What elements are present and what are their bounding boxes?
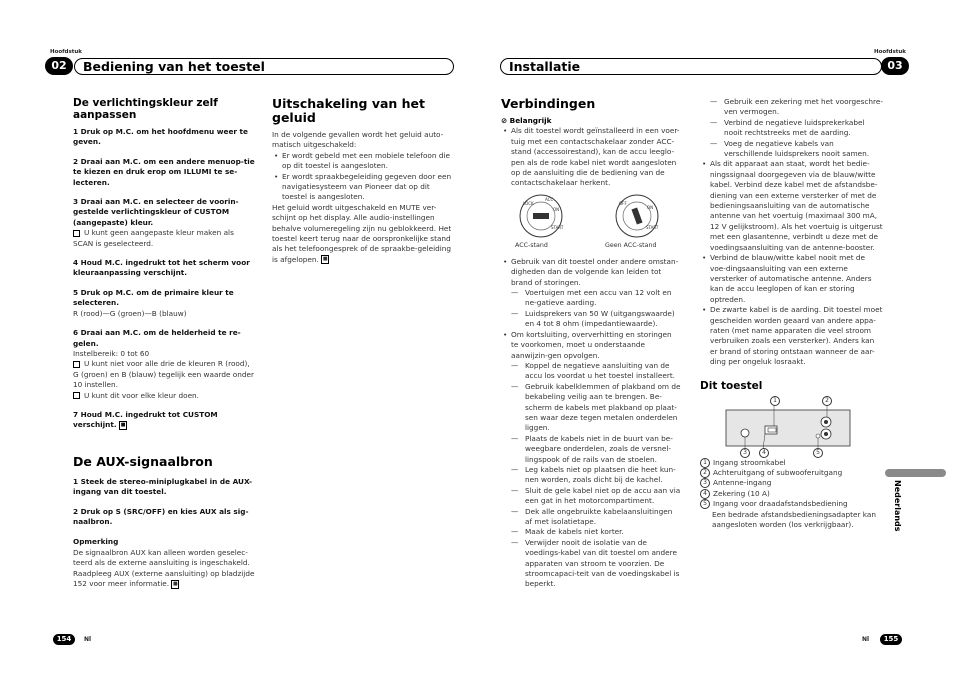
conn-bullet-4: • Als dit apparaat aan staat, wordt het bedie-ningssignaal doorgegeven via de blauw/witte kabel. Verbind deze kabel met de afstandsbe-diening van een externe versterker of met de bedieningsaansluiting van de automatische antenne van het voertuig (maximaal 300 mA, 12 V gelijkstroom). Als het voertuig is uitgerust met een glasantenne, verbindt u deze met de voedingsaansluiting van de antenne-booster. xyxy=(700,159,883,253)
callout-3: 3 xyxy=(740,448,750,458)
note-item xyxy=(73,228,255,249)
svg-text:ON: ON xyxy=(647,204,654,210)
side-tab-language: Nederlands xyxy=(893,480,902,532)
acc-label: ACC-stand xyxy=(515,241,548,249)
unit-rear-diagram xyxy=(700,396,883,458)
legend-item-1 xyxy=(700,458,883,468)
bullet-square-icon xyxy=(73,230,80,237)
legend-text: Ingang stroomkabel xyxy=(713,457,786,467)
note-item xyxy=(73,391,255,401)
chapter-number-left: 02 xyxy=(45,57,73,75)
aux-step-1: 1 Steek de stereo-miniplugkabel in de AUX-ingang van dit toestel. xyxy=(73,476,253,497)
range-text: Instelbereik: 0 tot 60 xyxy=(73,348,150,358)
note-item xyxy=(73,359,255,390)
side-tab-bar xyxy=(885,469,946,477)
mute-paragraph-text: Het geluid wordt uitgeschakeld en MUTE ver-schijnt op het display. Alle audio-instellingen behalve volumeregeling zijn nu geblokkeerd. Het toestel keert terug naar de oorspronkelijke stand als het telefoongesprek of de spraakbe-geleiding is afgelopen. xyxy=(272,202,452,264)
callout-5: 5 xyxy=(813,448,823,458)
conn-dash: — Voertuigen met een accu van 12 volt en ne-gatieve aarding. xyxy=(501,288,681,309)
end-mark-icon: ■ xyxy=(120,421,126,428)
chapter-title-right: Installatie xyxy=(509,59,581,74)
callout-1: 1 xyxy=(770,396,780,406)
legend-item-5-detail: Een bedrade afstandsbedieningsadapter kan aangesloten worden (los verkrijgbaar). xyxy=(712,509,876,529)
legend-number: 1 xyxy=(700,458,710,468)
remark-title: Opmerking xyxy=(73,537,119,547)
conn-bullet-5: • Verbind de blauw/witte kabel nooit met de voe-dingsaansluiting van een externe versterker of automatische antenne. Anders kan de accu leeglopen of kan er storing optreden. xyxy=(700,253,883,305)
conn-dash: — Plaats de kabels niet in de buurt van be-weegbare onderdelen, zoals de versnel-lingspook of de rails van de stoelen. xyxy=(501,434,681,465)
conn-dash: — Sluit de gele kabel niet op de accu aan via een gat in het motorcompartiment. xyxy=(501,486,681,507)
language-code-right: Nl xyxy=(862,636,870,643)
page-number-right: 155 xyxy=(880,634,902,645)
note-text: U kunt dit voor elke kleur doen. xyxy=(84,390,200,400)
svg-text:START: START xyxy=(551,224,564,230)
conn-bullet-3: • Om kortsluiting, oververhitting en storingen te voorkomen, moet u onderstaande aanwijzin-gen opvolgen. xyxy=(501,330,681,361)
aux-step-2: 2 Druk op S (SRC/OFF) en kies AUX als sig-naalbron. xyxy=(73,506,249,526)
svg-text:START: START xyxy=(646,224,659,230)
svg-text:ON: ON xyxy=(553,206,560,212)
end-mark-icon: ■ xyxy=(173,580,178,587)
note-text: U kunt niet voor alle drie de kleuren R (rood), G (groen) en B (blauw) tegelijk een waarde onder 10 instellen. xyxy=(73,359,254,390)
mute-bullet-1: • Er wordt gebeld met een mobiele telefoon die op dit toestel is aangesloten. xyxy=(272,151,452,172)
legend-number: 4 xyxy=(700,489,710,499)
conn-dash: — Voeg de negatieve kabels van verschillende luidsprekers nooit samen. xyxy=(700,139,883,160)
chapter-number-right: 03 xyxy=(881,57,909,75)
conn-dash: — Luidsprekers van 50 W (uitgangswaarde) en 4 tot 8 ohm (impedantiewaarde). xyxy=(501,309,681,330)
important-text: Belangrijk xyxy=(509,116,552,125)
conn-dash: — Maak de kabels niet korter. xyxy=(501,527,681,537)
note-text: U kunt geen aangepaste kleur maken als SCAN is geselecteerd. xyxy=(73,228,234,248)
step-5: 5 Druk op M.C. om de primaire kleur te selecteren. xyxy=(73,287,234,308)
conn-dash: — Verbind de negatieve luidsprekerkabel nooit rechtstreeks met de aarding. xyxy=(700,118,883,139)
step-4: 4 Houd M.C. ingedrukt tot het scherm voor kleuraanpassing verschijnt. xyxy=(73,258,250,278)
svg-text:OFF: OFF xyxy=(619,200,627,206)
remark-body: De signaalbron AUX kan alleen worden geselec-teerd als de externe aansluiting is ingeschakeld. Raadpleeg AUX (externe aansluiting) op bladzijde 152 voor meer informatie. xyxy=(73,547,255,588)
legend-text: Antenne-ingang xyxy=(713,478,772,488)
legend-item-4 xyxy=(700,489,883,499)
legend-item-2 xyxy=(700,468,883,478)
remark-text xyxy=(73,548,255,590)
color-sequence: R (rood)—G (groen)—B (blauw) xyxy=(73,308,187,318)
legend-text: Ingang voor draadafstandsbediening xyxy=(713,499,848,509)
bullet-square-icon xyxy=(73,361,80,368)
chapter-title-bar-right xyxy=(500,58,882,75)
conn-dash: — Dek alle ongebruikte kabelaansluitingen af met isolatietape. xyxy=(501,507,681,528)
conn-bullet-6: • De zwarte kabel is de aarding. Dit toestel moet gescheiden worden geaard van andere appa-raten (met name apparaten die veel stroom verbruiken zoals een versterker). Anders kan er brand of storing ontstaan wanneer de aar-ding per ongeluk losraakt. xyxy=(700,305,883,367)
legend-text: Zekering (10 A) xyxy=(713,488,770,498)
step-2: 2 Draai aan M.C. om een andere menuop-tie te kiezen en druk erop om ILLUMI te se-lecteren. xyxy=(73,156,255,187)
conn-bullet-1: • Als dit toestel wordt geïnstalleerd in een voer-tuig met een contactschakelaar zonder ACC-stand (accessoirestand), kan de accu leeglo-pen als de rode kabel niet wordt aangesloten op de aansluiting die de bediening van de contactschakelaar herkent. xyxy=(501,126,681,188)
mute-paragraph xyxy=(272,203,452,265)
conn-dash: — Verwijder nooit de isolatie van de voedings-kabel van dit toestel om andere apparaten van stroom te voorzien. De stroomcapaci-teit van de voedingskabel is beperkt. xyxy=(501,538,681,590)
svg-text:ACC: ACC xyxy=(545,196,554,202)
legend-number: 3 xyxy=(700,478,710,488)
step-7-text: 7 Houd M.C. ingedrukt tot CUSTOM verschijnt. xyxy=(73,409,218,430)
legend-item-3 xyxy=(700,478,883,488)
page-number-left: 154 xyxy=(53,634,75,645)
conn-dash: — Gebruik een zekering met het voorgeschre-ven vermogen. xyxy=(700,97,883,118)
conn-dash: — Leg kabels niet op plaatsen die heet kun-nen worden, zoals dicht bij de kachel. xyxy=(501,465,681,486)
step-1: 1 Druk op M.C. om het hoofdmenu weer te geven. xyxy=(73,127,248,147)
heading-mute: Uitschakeling van het geluid xyxy=(272,96,426,125)
legend-item-5 xyxy=(700,499,883,509)
section-label-right: Hoofdstuk xyxy=(874,49,906,55)
important-icon: ⊘ xyxy=(501,116,508,125)
conn-bullet-2: • Gebruik van dit toestel onder andere omstan-digheden dan de volgende kan leiden tot brand of storingen. xyxy=(501,257,681,288)
step-7 xyxy=(73,410,255,431)
heading-aux: De AUX-signaalbron xyxy=(73,453,213,469)
svg-text:LOCK: LOCK xyxy=(523,200,534,206)
no-acc-label: Geen ACC-stand xyxy=(605,241,657,249)
column-2 xyxy=(272,97,452,265)
chapter-title-bar-left xyxy=(74,58,454,75)
mute-bullet-2: • Er wordt spraakbegeleiding gegeven door een navigatiesysteem van Pioneer dat op dit toestel is aangesloten. xyxy=(272,172,452,203)
important-label xyxy=(501,116,681,126)
end-mark-icon: ■ xyxy=(322,256,328,263)
legend-number: 2 xyxy=(700,468,710,478)
step-3: 3 Draai aan M.C. en selecteer de voorin-gestelde verlichtingskleur of CUSTOM (aangepaste) kleur. xyxy=(73,197,239,227)
unit-rear-panel-icon xyxy=(700,396,880,458)
mute-intro: In de volgende gevallen wordt het geluid auto-matisch uitgeschakeld: xyxy=(272,130,444,150)
heading-unit: Dit toestel xyxy=(700,379,763,392)
legend-number: 5 xyxy=(700,499,710,509)
legend-text: Achteruitgang of subwooferuitgang xyxy=(713,467,843,477)
heading-connections: Verbindingen xyxy=(501,96,596,111)
section-label-left: Hoofdstuk xyxy=(50,49,82,55)
column-4 xyxy=(700,97,883,530)
language-code-left: Nl xyxy=(84,636,92,643)
conn-dash: — Koppel de negatieve aansluiting van de accu los voordat u het toestel installeert. xyxy=(501,361,681,382)
column-1 xyxy=(73,97,255,589)
bullet-square-icon xyxy=(73,392,80,399)
step-6: 6 Draai aan M.C. om de helderheid te re-gelen. xyxy=(73,328,241,348)
callout-4: 4 xyxy=(759,448,769,458)
ignition-diagram xyxy=(501,189,681,255)
heading-illumination: De verlichtingskleur zelf aanpassen xyxy=(73,97,218,121)
chapter-title-left: Bediening van het toestel xyxy=(83,59,265,74)
callout-2: 2 xyxy=(822,396,832,406)
column-3 xyxy=(501,97,681,590)
conn-dash: — Gebruik kabelklemmen of plakband om de bekabeling veilig aan te brengen. Be-scherm de kabels met plakband op plaat-sen waar deze tegen metalen onderdelen liggen. xyxy=(501,382,681,434)
